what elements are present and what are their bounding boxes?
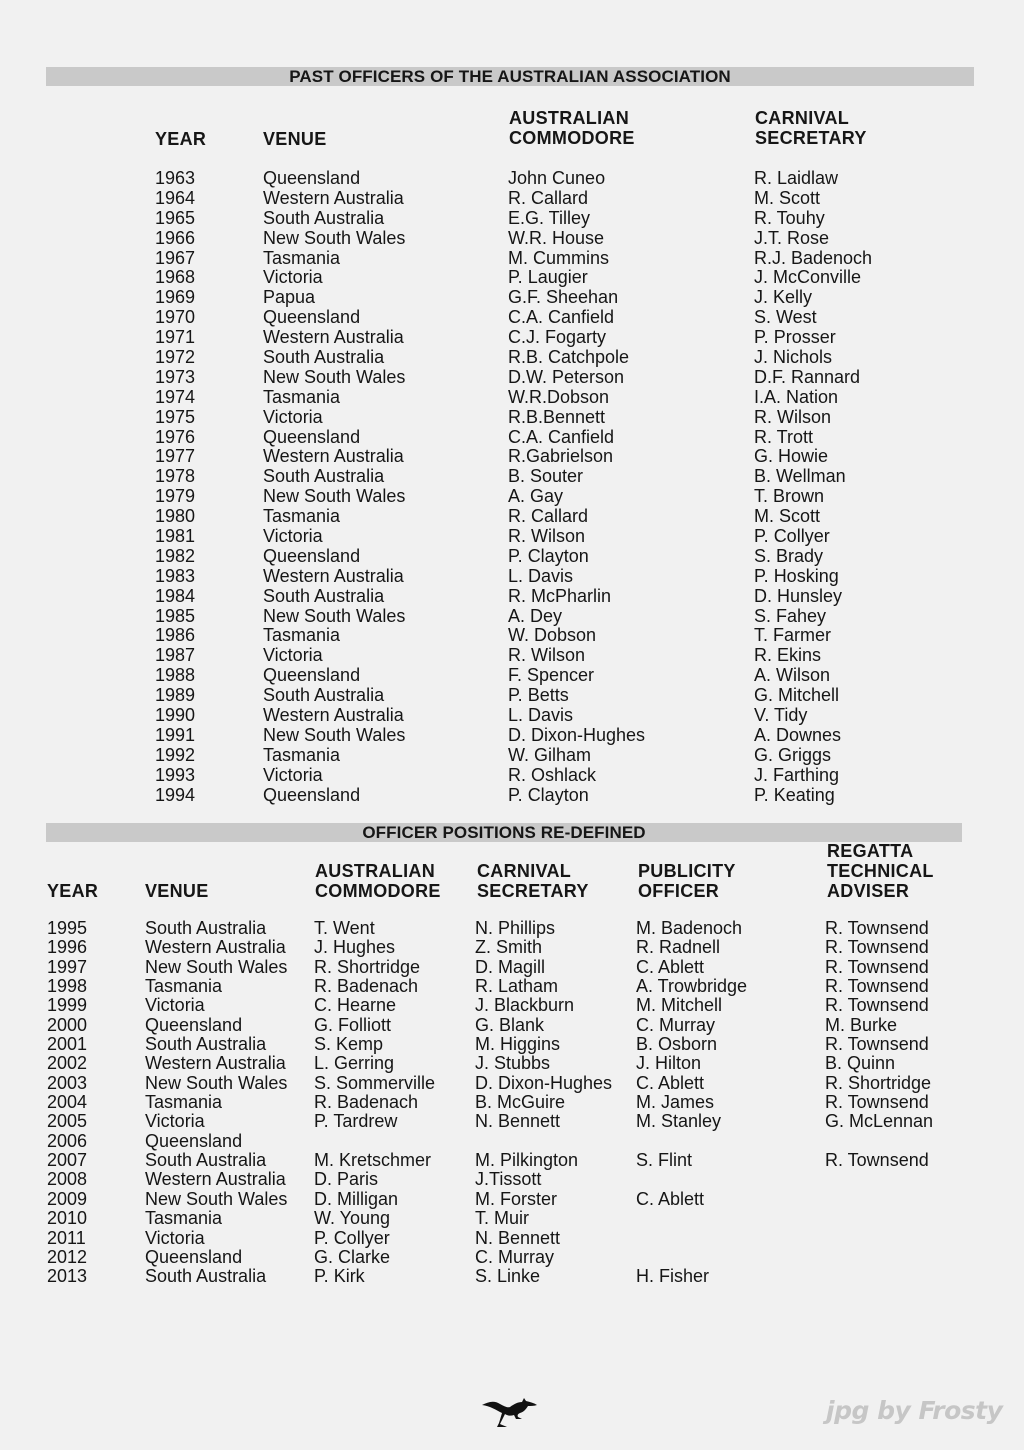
regatta-cell: R. Townsend	[825, 1092, 929, 1113]
commodore-cell: C.J. Fogarty	[508, 327, 607, 348]
venue-cell: Western Australia	[145, 1053, 286, 1074]
commodore-cell: M. Cummins	[508, 247, 610, 268]
publicity-cell: A. Trowbridge	[636, 976, 748, 997]
secretary-cell: S. Linke	[475, 1266, 541, 1287]
venue-cell: Queensland	[263, 545, 361, 566]
secretary-cell: G. Blank	[475, 1014, 545, 1035]
publicity-cell: H. Fisher	[636, 1266, 710, 1287]
year-cell: 1994	[155, 784, 196, 805]
header-year: YEAR	[155, 129, 207, 149]
commodore-cell: P. Collyer	[314, 1227, 390, 1248]
commodore-cell: J. Hughes	[314, 937, 396, 958]
venue-cell: Western Australia	[263, 327, 404, 348]
secretary-cell: M. Pilkington	[475, 1150, 579, 1171]
publicity-cell: C. Ablett	[636, 1188, 705, 1209]
secretary-cell: J.Tissott	[475, 1169, 542, 1190]
regatta-cell: B. Quinn	[825, 1053, 896, 1074]
commodore-cell: R. Shortridge	[314, 956, 421, 977]
header-line: SECRETARY	[477, 881, 589, 901]
venue-cell: Tasmania	[145, 1208, 223, 1229]
year-cell: 2009	[47, 1188, 88, 1209]
year-cell: 1983	[155, 565, 196, 586]
venue-cell: New South Wales	[145, 956, 288, 977]
regatta-cell: R. Townsend	[825, 937, 929, 958]
secretary-cell: T. Muir	[475, 1208, 529, 1229]
publicity-cell	[636, 1209, 747, 1228]
year-cell: 2004	[47, 1092, 88, 1113]
commodore-cell: R. Oshlack	[508, 764, 597, 785]
venue-cell: South Australia	[263, 466, 385, 487]
venue-cell: Tasmania	[263, 744, 341, 765]
secretary-cell: N. Phillips	[475, 918, 556, 938]
year-cell: 1978	[155, 466, 196, 487]
secretary-cell: I.A. Nation	[754, 386, 839, 407]
venue-cell: Western Australia	[263, 446, 404, 467]
year-cell: 2003	[47, 1072, 88, 1093]
regatta-cell: R. Townsend	[825, 1150, 929, 1171]
commodore-cell: M. Kretschmer	[314, 1150, 432, 1171]
venue-cell: South Australia	[263, 347, 385, 368]
secretary-cell: P. Hosking	[754, 565, 839, 586]
secretary-cell: S. West	[754, 307, 817, 328]
year-cell: 2001	[47, 1034, 88, 1055]
year-cell: 1980	[155, 506, 196, 527]
regatta-cell: M. Burke	[825, 1014, 898, 1035]
venue-cell: Queensland	[263, 665, 361, 686]
header-publicity-officer	[638, 861, 736, 901]
regatta-cell	[825, 1209, 933, 1228]
publicity-cell: C. Ablett	[636, 956, 705, 977]
secretary-cell: N. Bennett	[475, 1227, 561, 1248]
venue-cell: New South Wales	[263, 227, 406, 248]
commodore-cell: P. Tardrew	[314, 1111, 398, 1132]
venue-cell: New South Wales	[263, 605, 406, 626]
commodore-cell: D. Paris	[314, 1169, 379, 1190]
secretary-cell: R. Ekins	[754, 645, 822, 666]
commodore-cell: R. Badenach	[314, 976, 419, 997]
publicity-cell: M. James	[636, 1092, 715, 1113]
secretary-cell: B. Wellman	[754, 466, 846, 487]
secretary-cell: P. Prosser	[754, 327, 836, 348]
venue-cell: Victoria	[263, 764, 323, 785]
venue-cell: Victoria	[263, 406, 323, 427]
year-cell: 1987	[155, 645, 196, 666]
publicity-cell	[636, 1248, 747, 1267]
secretary-cell: R. Trott	[754, 426, 814, 447]
venue-cell: Western Australia	[263, 187, 404, 208]
secretary-cell: J. Stubbs	[475, 1053, 551, 1074]
watermark: jpg by Frosty	[826, 1396, 1003, 1425]
year-cell: 1971	[155, 327, 196, 348]
year-cell: 1986	[155, 625, 196, 646]
publicity-cell	[636, 1229, 747, 1248]
year-cell: 1968	[155, 267, 196, 288]
secretary-cell: R. Laidlaw	[754, 168, 839, 188]
section-title-past-officers: PAST OFFICERS OF THE AUSTRALIAN ASSOCIATION	[46, 67, 974, 86]
commodore-cell: John Cuneo	[508, 168, 606, 188]
years-column	[155, 169, 195, 806]
venue-cell: Victoria	[145, 1227, 205, 1248]
commodore-cell: C. Hearne	[314, 995, 397, 1016]
venue-cell: Tasmania	[145, 1092, 223, 1113]
year-cell: 1985	[155, 605, 196, 626]
commodore-cell: D. Milligan	[314, 1188, 399, 1209]
secretary-cell: A. Wilson	[754, 665, 831, 686]
commodores-column	[314, 919, 435, 1287]
venue-cell: Tasmania	[263, 506, 341, 527]
header-australian-commodore	[509, 108, 635, 148]
header-line: SECRETARY	[755, 128, 867, 148]
year-cell: 1999	[47, 995, 88, 1016]
commodore-cell: L. Davis	[508, 565, 574, 586]
year-cell: 1991	[155, 724, 196, 745]
commodore-cell: W.R.Dobson	[508, 386, 610, 407]
secretary-cell: A. Downes	[754, 724, 842, 745]
publicity-cell: R. Radnell	[636, 937, 721, 958]
commodore-cell: C.A. Canfield	[508, 307, 615, 328]
secretary-cell: N. Bennett	[475, 1111, 561, 1132]
header-line: ADVISER	[827, 881, 910, 901]
venue-cell: Western Australia	[145, 937, 286, 958]
regatta-cell	[825, 1170, 933, 1189]
venues-column	[145, 919, 287, 1287]
publicity-column	[636, 919, 747, 1287]
years-column	[47, 919, 87, 1287]
year-cell: 2005	[47, 1111, 88, 1132]
year-cell: 1975	[155, 406, 196, 427]
commodore-cell: S. Kemp	[314, 1034, 384, 1055]
header-line: PUBLICITY	[638, 861, 736, 881]
venue-cell: New South Wales	[263, 486, 406, 507]
commodore-cell: L. Gerring	[314, 1053, 395, 1074]
secretary-cell: D. Magill	[475, 956, 546, 977]
publicity-cell	[636, 1132, 747, 1151]
section-title-officer-positions: OFFICER POSITIONS RE-DEFINED	[46, 823, 962, 842]
publicity-cell: J. Hilton	[636, 1053, 702, 1074]
venue-cell: South Australia	[145, 1266, 267, 1287]
year-cell: 1964	[155, 187, 196, 208]
commodore-cell: D. Dixon-Hughes	[508, 724, 646, 745]
commodore-cell: P. Clayton	[508, 545, 589, 566]
venue-cell: South Australia	[263, 207, 385, 228]
year-cell: 1993	[155, 764, 196, 785]
commodore-cell: R. Wilson	[508, 645, 586, 666]
year-cell: 1990	[155, 705, 196, 726]
venue-cell: Victoria	[263, 526, 323, 547]
commodore-cell: R. McPharlin	[508, 585, 612, 606]
venue-cell: Western Australia	[263, 705, 404, 726]
venue-cell: New South Wales	[263, 724, 406, 745]
year-cell: 2002	[47, 1053, 88, 1074]
venue-cell: Tasmania	[263, 625, 341, 646]
commodore-cell: R. Badenach	[314, 1092, 419, 1113]
venue-cell: Queensland	[263, 426, 361, 447]
commodore-cell: E.G. Tilley	[508, 207, 591, 228]
secretary-cell: J. Nichols	[754, 347, 833, 368]
commodore-cell: P. Laugier	[508, 267, 588, 288]
venue-cell: Western Australia	[263, 565, 404, 586]
venue-cell: South Australia	[263, 685, 385, 706]
secretary-cell: P. Collyer	[754, 526, 830, 547]
year-cell: 1963	[155, 168, 196, 188]
header-line: COMMODORE	[315, 881, 441, 901]
publicity-cell: B. Osborn	[636, 1034, 718, 1055]
venue-cell: South Australia	[145, 1034, 267, 1055]
year-cell: 2012	[47, 1246, 88, 1267]
commodore-cell: W. Young	[314, 1208, 391, 1229]
regatta-cell	[825, 1248, 933, 1267]
venue-cell: Victoria	[263, 645, 323, 666]
secretary-cell: V. Tidy	[754, 705, 808, 726]
secretary-cell: R. Latham	[475, 976, 559, 997]
venues-column	[263, 169, 405, 806]
secretary-cell: J. Farthing	[754, 764, 840, 785]
commodore-cell: W. Dobson	[508, 625, 597, 646]
regatta-cell: G. McLennan	[825, 1111, 934, 1132]
header-line: REGATTA	[827, 841, 914, 861]
year-cell: 1972	[155, 347, 196, 368]
commodore-cell: G. Folliott	[314, 1014, 392, 1035]
venue-cell: South Australia	[145, 918, 267, 938]
header-year: YEAR	[47, 881, 99, 901]
secretaries-column	[475, 919, 612, 1287]
secretary-cell: D. Hunsley	[754, 585, 843, 606]
secretaries-column	[754, 169, 872, 806]
publicity-cell: M. Badenoch	[636, 918, 743, 938]
regatta-cell: R. Townsend	[825, 956, 929, 977]
year-cell: 1969	[155, 287, 196, 308]
regatta-cell	[825, 1190, 933, 1209]
venue-cell: Tasmania	[263, 247, 341, 268]
regatta-cell: R. Shortridge	[825, 1072, 932, 1093]
venue-cell: Queensland	[145, 1246, 243, 1267]
header-line: CARNIVAL	[755, 108, 850, 128]
secretary-cell: Z. Smith	[475, 937, 543, 958]
header-line: OFFICER	[638, 881, 720, 901]
year-cell: 1979	[155, 486, 196, 507]
regatta-cell: R. Townsend	[825, 995, 929, 1016]
secretary-cell: S. Fahey	[754, 605, 827, 626]
secretary-cell: G. Howie	[754, 446, 829, 467]
secretary-cell: M. Forster	[475, 1188, 558, 1209]
commodore-cell: W. Gilham	[508, 744, 592, 765]
commodore-cell: P. Kirk	[314, 1266, 365, 1287]
venue-cell: Queensland	[263, 784, 361, 805]
secretary-cell: R. Touhy	[754, 207, 825, 228]
commodore-cell: C.A. Canfield	[508, 426, 615, 447]
publicity-cell: C. Ablett	[636, 1072, 705, 1093]
year-cell: 1997	[47, 956, 88, 977]
commodore-cell: S. Sommerville	[314, 1072, 436, 1093]
kangaroo-icon	[480, 1394, 540, 1430]
header-regatta-technical-adviser	[827, 841, 934, 901]
year-cell: 1970	[155, 307, 196, 328]
commodore-cell: W.R. House	[508, 227, 605, 248]
header-line: CARNIVAL	[477, 861, 572, 881]
venue-cell: Papua	[263, 287, 316, 308]
venue-cell: South Australia	[145, 1150, 267, 1171]
year-cell: 2013	[47, 1266, 88, 1287]
year-cell: 2010	[47, 1208, 88, 1229]
venue-cell: Tasmania	[263, 386, 341, 407]
commodore-cell: G. Clarke	[314, 1246, 391, 1267]
secretary-cell: G. Griggs	[754, 744, 832, 765]
secretary-cell: J. Kelly	[754, 287, 813, 308]
venue-cell: New South Wales	[263, 366, 406, 387]
publicity-cell: S. Flint	[636, 1150, 693, 1171]
publicity-cell: M. Mitchell	[636, 995, 723, 1016]
venue-cell: Victoria	[145, 1111, 205, 1132]
commodore-cell: R.B.Bennett	[508, 406, 606, 427]
commodores-column	[508, 169, 645, 806]
header-line: COMMODORE	[509, 128, 635, 148]
secretary-cell: T. Farmer	[754, 625, 832, 646]
year-cell: 1984	[155, 585, 196, 606]
secretary-cell: C. Murray	[475, 1246, 555, 1267]
secretary-cell: M. Higgins	[475, 1034, 561, 1055]
year-cell: 1967	[155, 247, 196, 268]
commodore-cell: R.B. Catchpole	[508, 347, 630, 368]
year-cell: 1965	[155, 207, 196, 228]
commodore-cell: T. Went	[314, 918, 375, 938]
venue-cell: New South Wales	[145, 1188, 288, 1209]
commodore-cell: R.Gabrielson	[508, 446, 614, 467]
regatta-cell	[825, 1267, 933, 1286]
year-cell: 1973	[155, 366, 196, 387]
secretary-cell: M. Scott	[754, 187, 821, 208]
commodore-cell: L. Davis	[508, 705, 574, 726]
venue-cell: Queensland	[145, 1130, 243, 1151]
regatta-cell: R. Townsend	[825, 976, 929, 997]
commodore-cell: A. Dey	[508, 605, 563, 626]
commodore-cell: P. Betts	[508, 685, 569, 706]
regatta-cell	[825, 1229, 933, 1248]
commodore-cell: G.F. Sheehan	[508, 287, 619, 308]
regatta-cell: R. Townsend	[825, 918, 929, 938]
commodore-cell: P. Clayton	[508, 784, 589, 805]
secretary-cell: R.J. Badenoch	[754, 247, 873, 268]
commodore-cell: R. Callard	[508, 506, 589, 527]
year-cell: 1977	[155, 446, 196, 467]
commodore-cell: A. Gay	[508, 486, 564, 507]
year-cell: 1992	[155, 744, 196, 765]
commodore-cell: R. Wilson	[508, 526, 586, 547]
venue-cell: Victoria	[145, 995, 205, 1016]
venue-cell: Queensland	[263, 168, 361, 188]
venue-cell: Victoria	[263, 267, 323, 288]
venue-cell: Western Australia	[145, 1169, 286, 1190]
year-cell: 1982	[155, 545, 196, 566]
year-cell: 1974	[155, 386, 196, 407]
header-line: AUSTRALIAN	[315, 861, 435, 881]
publicity-cell	[636, 1170, 747, 1189]
year-cell: 1995	[47, 918, 88, 938]
secretary-cell: T. Brown	[754, 486, 825, 507]
year-cell: 1966	[155, 227, 196, 248]
year-cell: 2007	[47, 1150, 88, 1171]
secretary-cell: S. Brady	[754, 545, 824, 566]
secretary-cell: P. Keating	[754, 784, 835, 805]
venue-cell: Queensland	[145, 1014, 243, 1035]
year-cell: 2000	[47, 1014, 88, 1035]
header-line: TECHNICAL	[827, 861, 934, 881]
year-cell: 2008	[47, 1169, 88, 1190]
venue-cell: Queensland	[263, 307, 361, 328]
header-venue: VENUE	[145, 881, 209, 901]
publicity-cell: C. Murray	[636, 1014, 716, 1035]
publicity-cell: M. Stanley	[636, 1111, 722, 1132]
commodore-cell: R. Callard	[508, 187, 589, 208]
secretary-cell: M. Scott	[754, 506, 821, 527]
year-cell: 2011	[47, 1227, 86, 1248]
secretary-cell: R. Wilson	[754, 406, 832, 427]
secretary-cell: B. McGuire	[475, 1092, 566, 1113]
year-cell: 1976	[155, 426, 196, 447]
commodore-cell: F. Spencer	[508, 665, 595, 686]
year-cell: 1988	[155, 665, 196, 686]
header-line: AUSTRALIAN	[509, 108, 629, 128]
venue-cell: Tasmania	[145, 976, 223, 997]
secretary-cell: D. Dixon-Hughes	[475, 1072, 613, 1093]
year-cell: 1981	[155, 526, 196, 547]
secretary-cell: J. Blackburn	[475, 995, 575, 1016]
regatta-column	[825, 919, 933, 1287]
secretary-cell: J. McConville	[754, 267, 862, 288]
venue-cell: New South Wales	[145, 1072, 288, 1093]
secretary-cell: D.F. Rannard	[754, 366, 861, 387]
year-cell: 1998	[47, 976, 88, 997]
year-cell: 1989	[155, 685, 196, 706]
header-carnival-secretary	[477, 861, 589, 901]
venue-cell: South Australia	[263, 585, 385, 606]
commodore-cell	[314, 1132, 435, 1151]
commodore-cell: D.W. Peterson	[508, 366, 625, 387]
commodore-cell: B. Souter	[508, 466, 584, 487]
secretary-cell: J.T. Rose	[754, 227, 830, 248]
year-cell: 2006	[47, 1130, 88, 1151]
secretary-cell	[475, 1132, 612, 1151]
secretary-cell: G. Mitchell	[754, 685, 840, 706]
regatta-cell: R. Townsend	[825, 1034, 929, 1055]
header-venue: VENUE	[263, 129, 327, 149]
header-carnival-secretary	[755, 108, 867, 148]
header-australian-commodore	[315, 861, 441, 901]
year-cell: 1996	[47, 937, 88, 958]
regatta-cell	[825, 1132, 933, 1151]
